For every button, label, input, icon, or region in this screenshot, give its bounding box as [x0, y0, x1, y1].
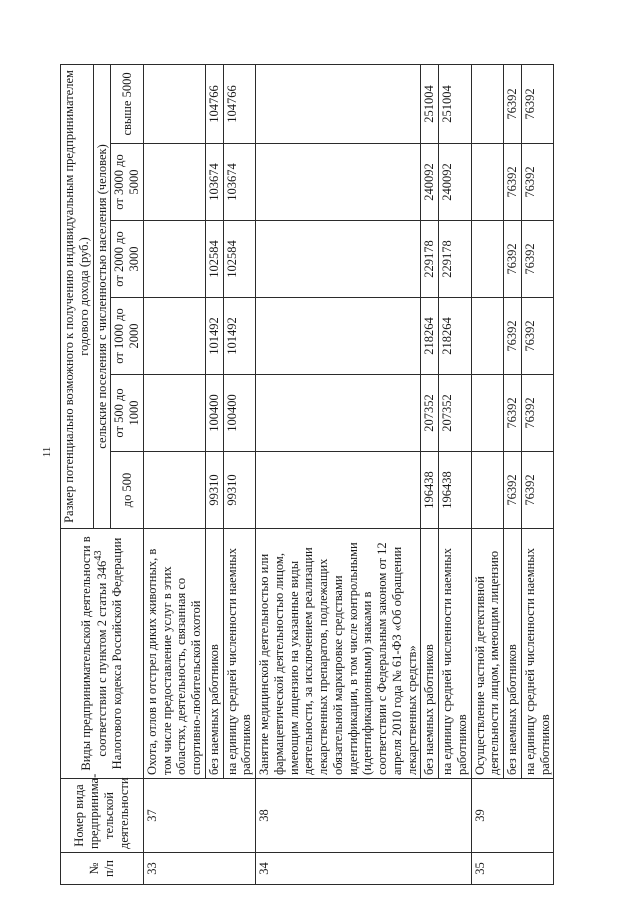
header-band: от 1000 до 2000 — [111, 298, 144, 375]
table-row — [143, 64, 205, 884]
value-cell: 76392 — [504, 298, 522, 375]
value-cell: 218264 — [439, 298, 472, 375]
value-cell: 100400 — [205, 375, 223, 452]
income-table — [60, 64, 554, 885]
header-band: свыше 5000 — [111, 64, 144, 143]
activity-title: Осуществление частной детективной деятельности лицом, имеющим лицензию — [471, 529, 504, 779]
value-cell: 103674 — [205, 144, 223, 221]
value-cell — [256, 298, 421, 375]
header-row-1 — [61, 64, 94, 884]
header-activity-type-part2: Налогового кодекса Российской Федерации — [110, 537, 125, 770]
page-number: 11 — [41, 446, 53, 458]
value-cell — [143, 452, 205, 529]
value-cell: 218264 — [421, 298, 439, 375]
table-row — [504, 64, 522, 884]
value-cell: 240092 — [421, 144, 439, 221]
sub-label: на единицу средней численности наемных работников — [521, 529, 554, 779]
value-cell: 99310 — [223, 452, 256, 529]
row-number: 34 — [256, 853, 472, 885]
value-cell: 76392 — [504, 144, 522, 221]
value-cell: 240092 — [439, 144, 472, 221]
activity-title: Охота, отлов и отстрел диких животных, в том числе предоставление услуг в этих областях, деятельность, связанная со спортивно-любительской охотой — [143, 529, 205, 779]
value-cell — [143, 64, 205, 143]
value-cell: 207352 — [439, 375, 472, 452]
value-cell: 196438 — [421, 452, 439, 529]
value-cell: 229178 — [421, 221, 439, 298]
value-cell: 207352 — [421, 375, 439, 452]
value-cell — [143, 375, 205, 452]
value-cell: 102584 — [223, 221, 256, 298]
value-cell — [256, 221, 421, 298]
value-cell: 76392 — [504, 64, 522, 143]
row-number: 35 — [471, 853, 554, 885]
value-cell — [471, 64, 504, 143]
header-activity-type — [61, 529, 144, 779]
value-cell: 99310 — [205, 452, 223, 529]
value-cell — [256, 144, 421, 221]
table-row — [256, 64, 421, 884]
value-cell: 103674 — [223, 144, 256, 221]
value-cell — [471, 375, 504, 452]
value-cell: 76392 — [521, 144, 554, 221]
sub-label: без наемных работников — [205, 529, 223, 779]
header-activity-code: Номер вида предпринима-тельской деятельности — [61, 779, 144, 853]
table-row — [521, 64, 554, 884]
value-cell: 229178 — [439, 221, 472, 298]
table-row — [439, 64, 472, 884]
sub-label: без наемных работников — [504, 529, 522, 779]
value-cell: 101492 — [223, 298, 256, 375]
value-cell: 76392 — [521, 298, 554, 375]
value-cell — [256, 375, 421, 452]
value-cell: 104766 — [223, 64, 256, 143]
value-cell: 104766 — [205, 64, 223, 143]
header-band: от 3000 до 5000 — [111, 144, 144, 221]
value-cell: 251004 — [439, 64, 472, 143]
value-cell: 251004 — [421, 64, 439, 143]
header-band: от 500 до 1000 — [111, 375, 144, 452]
value-cell: 76392 — [521, 452, 554, 529]
sub-label: на единицу средней численности наемных работников — [223, 529, 256, 779]
activity-code: 39 — [471, 779, 554, 853]
value-cell: 101492 — [205, 298, 223, 375]
value-cell — [256, 64, 421, 143]
value-cell — [471, 298, 504, 375]
sub-label: на единицу средней численности наемных работников — [439, 529, 472, 779]
header-activity-type-sup: 43 — [93, 550, 105, 561]
value-cell: 76392 — [521, 64, 554, 143]
value-cell: 76392 — [504, 452, 522, 529]
rotated-page — [60, 5, 610, 885]
value-cell — [471, 144, 504, 221]
activity-code: 37 — [143, 779, 255, 853]
table-row — [205, 64, 223, 884]
row-number: 33 — [143, 853, 255, 885]
table-row — [421, 64, 439, 884]
header-band: до 500 — [111, 452, 144, 529]
value-cell — [143, 144, 205, 221]
value-cell: 100400 — [223, 375, 256, 452]
header-activity-type-part1: Виды предпринимательской деятельности в соответствии с пунктом 2 статьи 346 — [78, 536, 110, 771]
sub-label: без наемных работников — [421, 529, 439, 779]
value-cell — [143, 298, 205, 375]
header-rural: сельские поселения с численностью населения (человек) — [93, 64, 111, 528]
value-cell — [471, 452, 504, 529]
value-cell: 102584 — [205, 221, 223, 298]
value-cell: 76392 — [521, 375, 554, 452]
header-income: Размер потенциально возможного к получению индивидуальным предпринимателем годового дохода (руб.) — [61, 64, 94, 528]
value-cell: 76392 — [504, 221, 522, 298]
value-cell — [256, 452, 421, 529]
value-cell: 76392 — [521, 221, 554, 298]
value-cell: 196438 — [439, 452, 472, 529]
value-cell — [143, 221, 205, 298]
header-no: № п/п — [61, 853, 144, 885]
value-cell — [471, 221, 504, 298]
value-cell: 76392 — [504, 375, 522, 452]
activity-code: 38 — [256, 779, 472, 853]
table-row — [223, 64, 256, 884]
header-band: от 2000 до 3000 — [111, 221, 144, 298]
table-row — [471, 64, 504, 884]
activity-title: Занятие медицинской деятельностью или фармацевтической деятельностью лицом, имеющим лицензию на указанные виды деятельности, за исключением реализации лекарственных препаратов, подлежащих обязательной маркировке средствами идентификации, в том числе контрольными (идентификационными) знаками в соответствии с Федеральным законом от 12 апреля 2010 года № 61-ФЗ «Об обращении лекарственных средств» — [256, 529, 421, 779]
